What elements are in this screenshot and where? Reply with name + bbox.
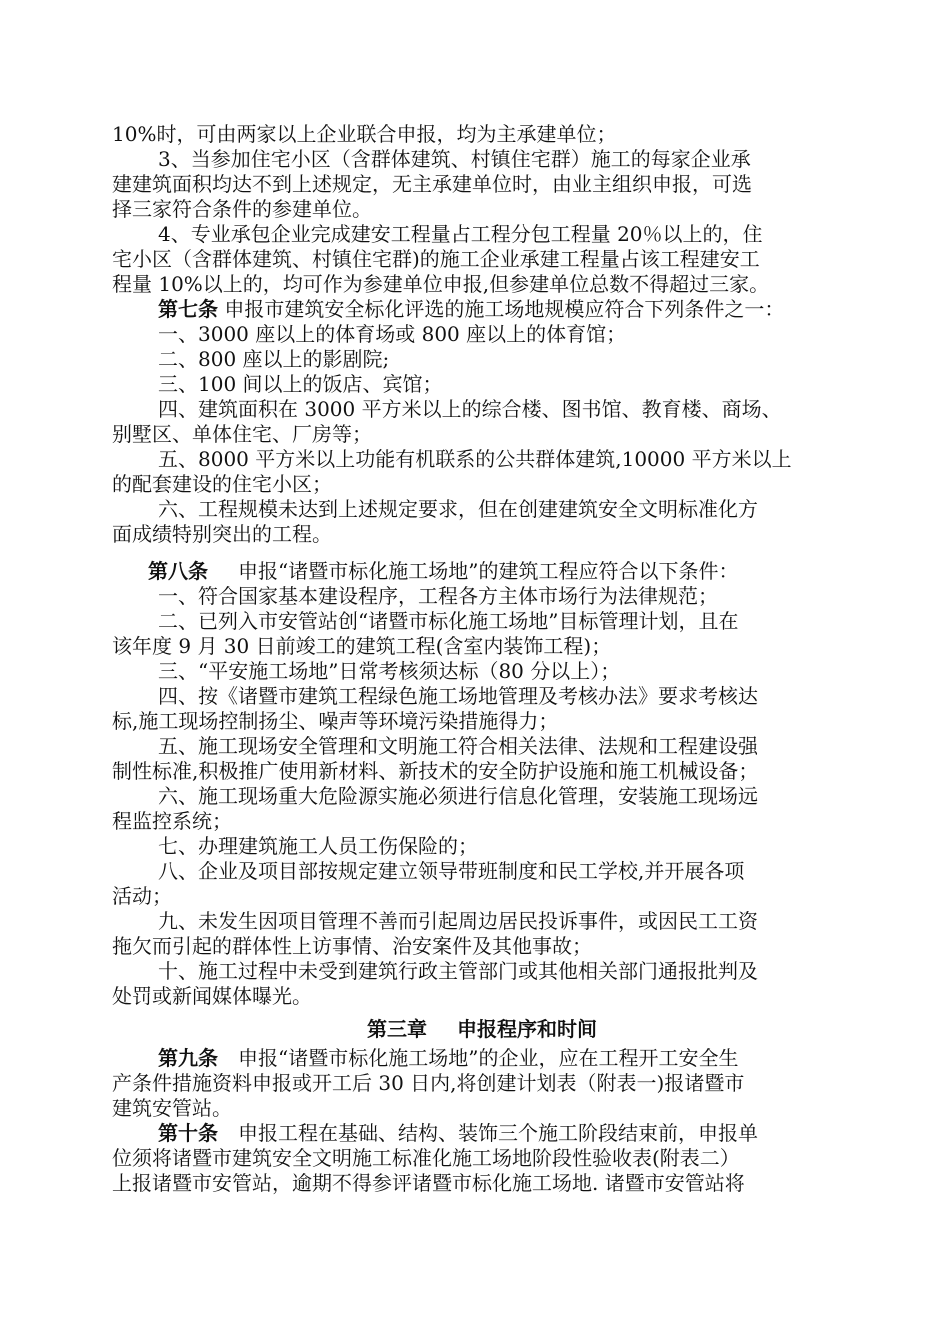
- article-heading: 第九条: [158, 1046, 218, 1070]
- text-line: 上报诸暨市安管站，逾期不得参评诸暨市标化施工场地. 诸暨市安管站将: [112, 1171, 745, 1195]
- article-heading: 第八条: [148, 559, 208, 583]
- text-line: 十、施工过程中未受到建筑行政主管部门或其他相关部门通报批判及: [158, 959, 758, 983]
- text-line: 面成绩特别突出的工程。: [112, 522, 332, 546]
- text-line: 的配套建设的住宅小区；: [112, 472, 332, 496]
- text-line: 标,施工现场控制扬尘、噪声等环境污染措施得力；: [112, 709, 559, 733]
- text-line: 建建筑面积均达不到上述规定，无主承建单位时，由业主组织申报，可选: [112, 172, 752, 196]
- chapter-number: 第三章: [367, 1017, 427, 1041]
- text-line: 3、当参加住宅小区（含群体建筑、村镇住宅群）施工的每家企业承: [158, 147, 751, 171]
- text-line: 八、企业及项目部按规定建立领导带班制度和民工学校,并开展各项: [158, 859, 745, 883]
- text-line: 二、800 座以上的影剧院;: [158, 347, 390, 371]
- text-line: 六、工程规模未达到上述规定要求，但在创建建筑安全文明标准化方: [158, 497, 758, 521]
- text-line: 三、“平安施工场地”日常考核须达标（80 分以上）；: [158, 659, 621, 683]
- chapter-heading: [112, 1017, 852, 1042]
- text-line: 宅小区（含群体建筑、村镇住宅群)的施工企业承建工程量占该工程建安工: [112, 247, 760, 271]
- text-line: 二、已列入市安管站创“诸暨市标化施工场地”目标管理计划，且在: [158, 609, 739, 633]
- text-line: 七、办理建筑施工人员工伤保险的；: [158, 834, 478, 858]
- text-line: 别墅区、单体住宅、厂房等；: [112, 422, 372, 446]
- text-line: 五、施工现场安全管理和文明施工符合相关法律、法规和工程建设强: [158, 734, 758, 758]
- text-line: 制性标准,积极推广使用新材料、新技术的安全防护设施和施工机械设备；: [112, 759, 759, 783]
- text-line: 4、专业承包企业完成建安工程量占工程分包工程量 20％以上的，住: [158, 222, 763, 246]
- text-line: 四、按《诸暨市建筑工程绿色施工场地管理及考核办法》要求考核达: [158, 684, 758, 708]
- article-text: 申报“诸暨市标化施工场地”的建筑工程应符合以下条件：: [238, 559, 739, 583]
- article-heading: 第七条: [158, 297, 218, 321]
- text-line: 处罚或新闻媒体曝光。: [112, 984, 312, 1008]
- text-line: 四、建筑面积在 3000 平方米以上的综合楼、图书馆、教育楼、商场、: [158, 397, 782, 421]
- text-line: 六、施工现场重大危险源实施必须进行信息化管理，安装施工现场远: [158, 784, 758, 808]
- article-heading: 第十条: [158, 1121, 218, 1145]
- article-text: 申报工程在基础、结构、装饰三个施工阶段结束前，申报单: [238, 1121, 758, 1145]
- text-line: 五、8000 平方米以上功能有机联系的公共群体建筑,10000 平方米以上: [158, 447, 792, 471]
- text-line: 一、符合国家基本建设程序，工程各方主体市场行为法律规范；: [158, 584, 718, 608]
- article-9: [112, 1046, 852, 1071]
- text-line: 程量 10%以上的，均可作为参建单位申报,但参建单位总数不得超过三家。: [112, 272, 770, 296]
- text-line: 三、100 间以上的饭店、宾馆；: [158, 372, 443, 396]
- article-10: [112, 1121, 852, 1146]
- text-line: 择三家符合条件的参建单位。: [112, 197, 372, 221]
- text-line: 一、3000 座以上的体育场或 800 座以上的体育馆；: [158, 322, 627, 346]
- text-line: 九、未发生因项目管理不善而引起周边居民投诉事件，或因民工工资: [158, 909, 758, 933]
- text-line: 建筑安管站。: [112, 1096, 232, 1120]
- text-line: 产条件措施资料申报或开工后 30 日内,将创建计划表（附表一)报诸暨市: [112, 1071, 745, 1095]
- article-text: 申报“诸暨市标化施工场地”的企业，应在工程开工安全生: [238, 1046, 739, 1070]
- text-line: 程监控系统；: [112, 809, 232, 833]
- text-line: 10%时，可由两家以上企业联合申报，均为主承建单位；: [112, 122, 617, 146]
- text-line: 该年度 9 月 30 日前竣工的建筑工程(含室内装饰工程)；: [112, 634, 612, 658]
- text-line: 活动；: [112, 884, 172, 908]
- chapter-title: 申报程序和时间: [457, 1017, 597, 1041]
- article-7: [112, 297, 852, 322]
- text-line: 拖欠而引起的群体性上访事情、治安案件及其他事故；: [112, 934, 592, 958]
- article-8: [112, 559, 852, 584]
- text-line: 位须将诸暨市建筑安全文明施工标准化施工场地阶段性验收表(附表二）: [112, 1146, 740, 1170]
- document-page: [112, 122, 852, 1196]
- article-text: 申报市建筑安全标化评选的施工场地规模应符合下列条件之一：: [224, 297, 785, 321]
